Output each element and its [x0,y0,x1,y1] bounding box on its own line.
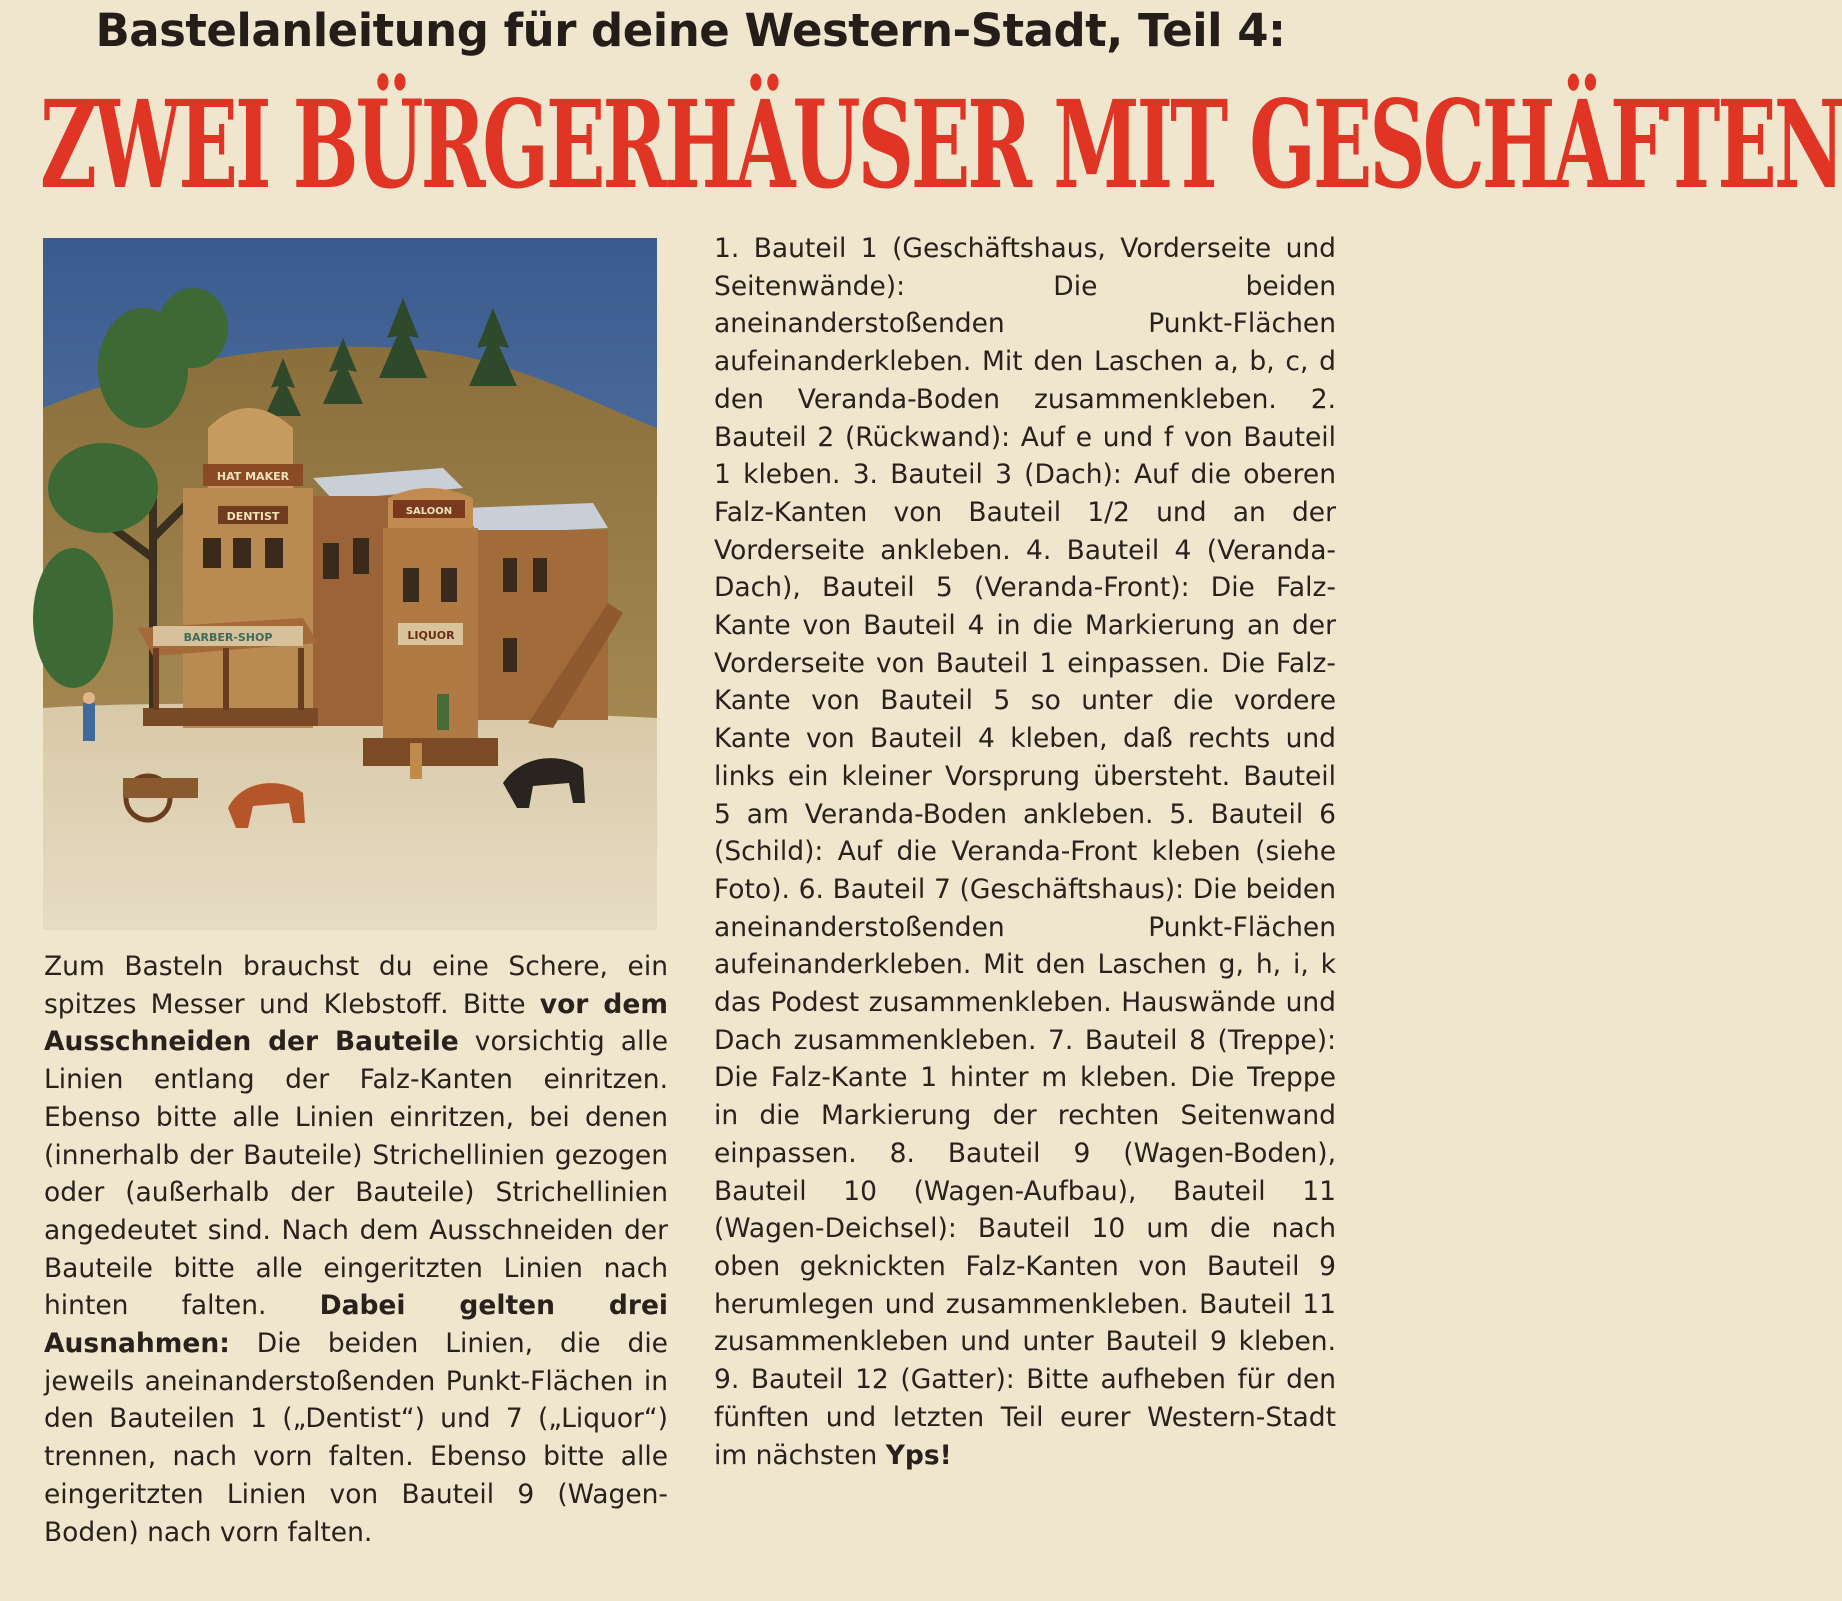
left-body: vorsichtig alle Linien entlang der Falz-Kanten einritzen. Ebenso bitte alle Linien einritzen, bei denen (innerhalb der Bauteile) Strichellinien gezogen oder (außerhalb der Bauteile) Strichellinien angedeutet sind. Nach dem Ausschneiden der Bauteile bitte alle eingeritzten Linien nach hinten falten. [44,1026,668,1322]
saloon-sign: SALOON [405,506,453,517]
right-column-text [714,230,1336,1474]
left-bold-2: Dabei gelten drei Ausnahmen: [44,1290,668,1360]
hat-maker-sign: HAT MAKER [216,470,290,483]
right-body: 1. Bauteil 1 (Geschäftshaus, Vorderseite und Seitenwände): Die beiden aneinanderstoßenden Punkt-Flächen aufeinanderkleben. Mit den Laschen a, b, c, d den Veranda-Boden zusammenkleben. 2. Bauteil 2 (Rückwand): Auf e und f von Bauteil 1 kleben. 3. Bauteil 3 (Dach): Auf die oberen Falz-Kanten von Bauteil 1/2 und an der Vorderseite ankleben. 4. Bauteil 4 (Veranda-Dach), Bauteil 5 (Veranda-Front): Die Falz-Kante von Bauteil 4 in die Markierung an der Vorderseite von Bauteil 1 einpassen. Die Falz-Kante von Bauteil 5 so unter die vordere Kante von Bauteil 4 kleben, daß rechts und links ein kleiner Vorsprung übersteht. Bauteil 5 am Veranda-Boden ankleben. 5. Bauteil 6 (Schild): Auf die Veranda-Front kleben (siehe Foto). 6. Bauteil 7 (Geschäftshaus): Die beiden aneinanderstoßenden Punkt-Flächen aufeinanderkleben. Mit den Laschen g, h, i, k das Podest zusammenkleben. Hauswände und Dach zusammenkleben. 7. Bauteil 8 (Treppe): Die Falz-Kante 1 hinter m kleben. Die Treppe in die Markierung der rechten Seitenwand einpassen. 8. Bauteil 9 (Wagen-Boden), Bauteil 10 (Wagen-Aufbau), Bauteil 11 (Wagen-Deichsel): Bauteil 10 um die nach oben geknickten Falz-Kanten von Bauteil 9 herumlegen und zusammenkleben. Bauteil 11 zusammenkleben und unter Bauteil 9 kleben. 9. Bauteil 12 (Gatter): Bitte aufheben für den fünften und letzten Teil eurer Western-Stadt im nächsten [714,233,1336,1471]
left-column-text [44,948,668,1551]
left-intro: Zum Basteln brauchst du eine Schere, ein spitzes Messer und Klebstoff. Bitte [44,951,668,1020]
article-kicker: Bastelanleitung für deine Western-Stadt, Teil 4: [95,4,1286,57]
liquor-sign: LIQUOR [407,629,455,642]
left-tail: Die beiden Linien, die die jeweils aneinanderstoßenden Punkt-Flächen in den Bauteilen 1 („Dentist“) und 7 („Liquor“) trennen, nach vorn falten. Ebenso bitte alle eingeritzten Linien von Bauteil 9 (Wagen-Boden) nach vorn falten. [44,1328,668,1548]
article-headline: ZWEI BÜRGERHÄUSER MIT GESCHÄFTEN [40,75,1842,217]
left-paragraph [44,948,668,1551]
dentist-sign: DENTIST [226,510,280,523]
right-bold-end: Yps! [885,1439,952,1471]
model-photo [43,238,657,930]
right-paragraph [714,230,1336,1474]
left-bold-1: vor dem Ausschneiden der Bauteile [44,988,668,1058]
barber-shop-sign: BARBER-SHOP [183,631,273,644]
